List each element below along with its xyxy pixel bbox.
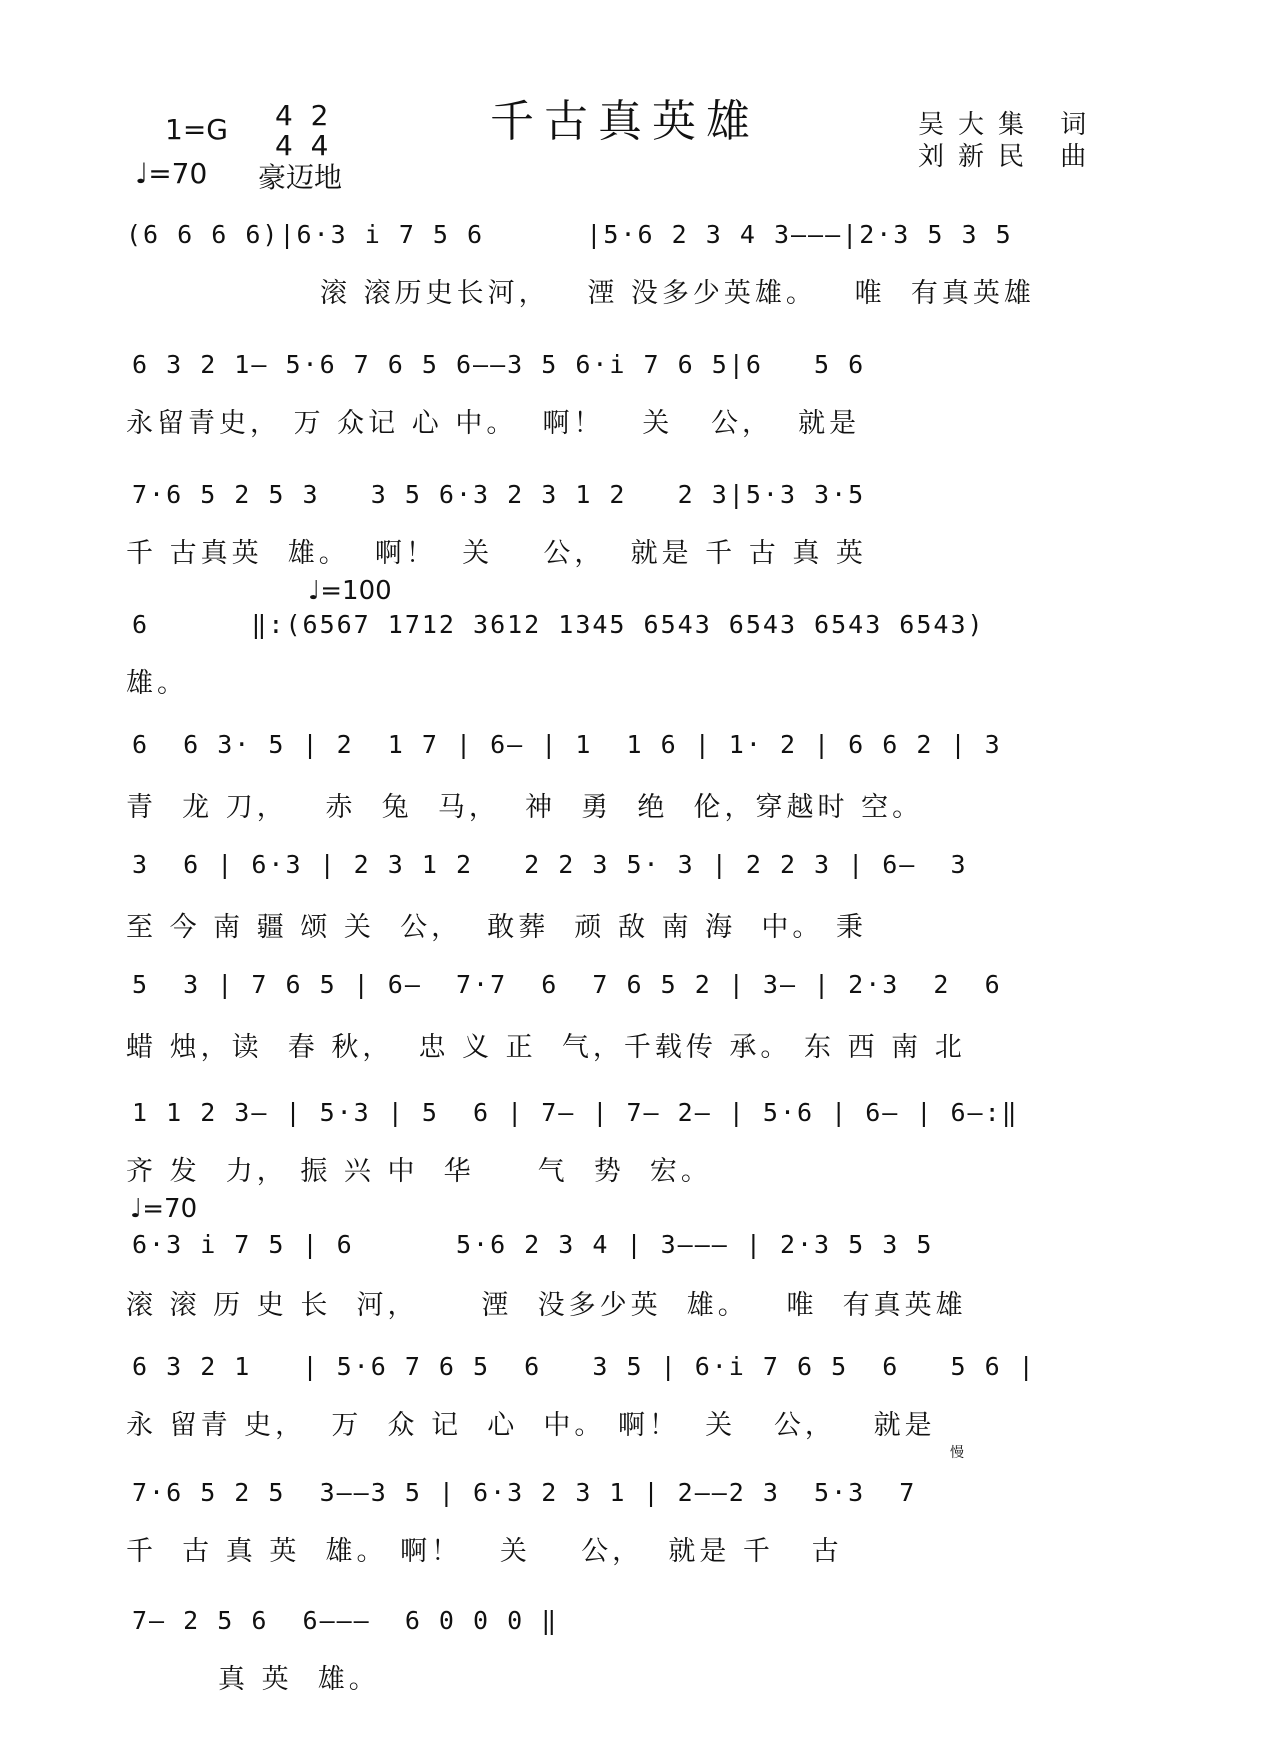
notation-line: 7— 2 5 6 6——— 6 0 0 0 ‖ [132, 1606, 559, 1635]
composer-credit: 刘新民 曲 [918, 142, 1101, 172]
lyric-line: 永 留青 史， 万 众 记 心 中。 啊！ 关 公， 就是 [126, 1410, 936, 1441]
lyricist-credit: 吴大集 词 [918, 110, 1101, 140]
notation-line: 5 3 | 7 6 5 | 6— 7·7 6 7 6 5 2 | 3— | 2·3 2 6 [132, 970, 1002, 999]
notation-line: 6 6 3· 5 | 2 1 7 | 6— | 1 1 6 | 1· 2 | 6 6 2 | 3 [132, 730, 1002, 759]
notation-line: 6·3 i 7 5 | 6 5·6 2 3 4 | 3——— | 2·3 5 3 5 [132, 1230, 934, 1259]
notation-line: 6 ‖:(6567 1712 3612 1345 6543 6543 6543 6543) [132, 610, 985, 639]
lyric-line: 千 古 真 英 雄。 啊！ 关 公， 就是 千 古 [126, 1536, 843, 1567]
lyric-line: 滚 滚历史长河， 湮 没多少英雄。 唯 有真英雄 [320, 278, 1035, 309]
lyric-line: 永留青史， 万 众记 心 中。 啊！ 关 公， 就是 [126, 408, 861, 439]
notation-line: 3 6 | 6·3 | 2 3 1 2 2 2 3 5· 3 | 2 2 3 | 6— 3 [132, 850, 968, 879]
page-title: 千古真英雄 [490, 96, 760, 147]
notation-line: 7·6 5 2 5 3——3 5 | 6·3 2 3 1 | 2——2 3 5·3 7 [132, 1478, 917, 1507]
notation-line: (6 6 6 6)|6·3 i 7 5 6 |5·6 2 3 4 3———|2·3 5 3 5 [126, 220, 1013, 249]
notation-line: 6 3 2 1 | 5·6 7 6 5 6 3 5 | 6·i 7 6 5 6 5 6 | [132, 1352, 1036, 1381]
tempo-marking: ♩=70 [135, 157, 208, 190]
expression-marking: 豪迈地 [258, 161, 343, 194]
lyric-line: 真 英 雄。 [218, 1664, 380, 1695]
lyric-line: 至 今 南 疆 颂 关 公， 敢葬 顽 敌 南 海 中。 秉 [126, 912, 867, 943]
lyric-line: 滚 滚 历 史 长 河， 湮 没多少英 雄。 唯 有真英雄 [126, 1290, 967, 1321]
time-signature-top: 4 2 [275, 99, 329, 132]
key-signature: 1=G [165, 113, 228, 146]
lyric-line: 齐 发 力， 振 兴 中 华 气 势 宏。 [126, 1156, 712, 1187]
notation-line: 7·6 5 2 5 3 3 5 6·3 2 3 1 2 2 3|5·3 3·5 [132, 480, 866, 509]
notation-line: 1 1 2 3— | 5·3 | 5 6 | 7— | 7— 2— | 5·6 | 6— | 6—:‖ [132, 1098, 1019, 1127]
notation-line: 6 3 2 1— 5·6 7 6 5 6——3 5 6·i 7 6 5|6 5 6 [132, 350, 866, 379]
time-signature-bottom: 4 4 [275, 129, 329, 162]
lyric-line: 青 龙 刀， 赤 兔 马， 神 勇 绝 伦，穿越时 空。 [126, 792, 924, 823]
lyric-line: 雄。 [126, 668, 188, 699]
tempo-change-70: ♩=70 [130, 1194, 198, 1224]
lyric-line: 千 古真英 雄。 啊！ 关 公， 就是 千 古 真 英 [126, 538, 867, 569]
slow-marking: 慢 [950, 1445, 964, 1461]
tempo-change-100: ♩=100 [308, 576, 392, 606]
lyric-line: 蜡 烛，读 春 秋， 忠 义 正 气，千载传 承。 东 西 南 北 [126, 1032, 966, 1063]
